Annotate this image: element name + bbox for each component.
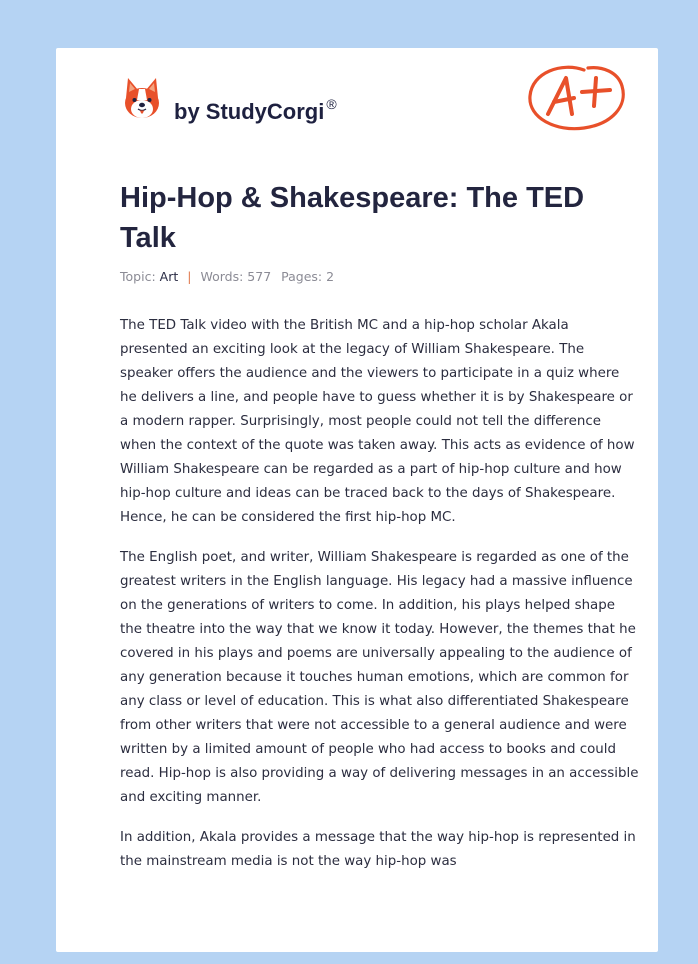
- document-page: [56, 48, 658, 952]
- essay-body: [120, 314, 640, 890]
- essay-paragraph: The TED Talk video with the British MC and a hip-hop scholar Akala presented an exciting look at the legacy of William Shakespeare. The speaker offers the audience and the viewers to participate in a quiz where he delivers a line, and people have to guess whether it is by Shakespeare or a modern rapper. Surprisingly, most people could not tell the difference when the context of the quote was taken away. This acts as evidence of how William Shakespeare can be regarded as a part of hip-hop culture and how hip-hop culture and ideas can be traced back to the days of Shakespeare. Hence, he can be considered the first hip-hop MC.: [120, 318, 635, 525]
- registered-mark: ®: [326, 96, 337, 112]
- essay-meta: [120, 269, 334, 284]
- pages-label: Pages:: [281, 269, 323, 284]
- brand-text: by StudyCorgi: [174, 99, 325, 124]
- topic-value[interactable]: Art: [159, 269, 179, 284]
- essay-title: Hip-Hop & Shakespeare: The TED Talk: [120, 182, 585, 254]
- a-plus-grade-icon: [522, 56, 632, 136]
- topic-label: Topic:: [120, 269, 156, 284]
- meta-separator: |: [187, 269, 192, 284]
- brand-name: [174, 96, 337, 125]
- essay-paragraph: In addition, Akala provides a message that the way hip-hop is represented in the mainstream media is not the way hip-hop was: [120, 830, 636, 869]
- words-label: Words:: [200, 269, 244, 284]
- pages-value: 2: [326, 269, 335, 284]
- corgi-logo-icon: [122, 76, 162, 122]
- words-value: 577: [247, 269, 272, 284]
- essay-paragraph: The English poet, and writer, William Shakespeare is regarded as one of the greatest writers in the English language. His legacy had a massive influence on the generations of writers to come. In addition, his plays helped shape the theatre into the way that we know it today. However, the themes that he covered in his plays and poems are universally appealing to the audience of any generation because it touches human emotions, which are common for any class or level of education. This is what also differentiated Shakespeare from other writers that were not accessible to a general audience and were written by a limited amount of people who had access to books and could read. Hip-hop is also providing a way of delivering messages in an accessible and exciting manner.: [120, 550, 639, 805]
- header: [120, 74, 658, 154]
